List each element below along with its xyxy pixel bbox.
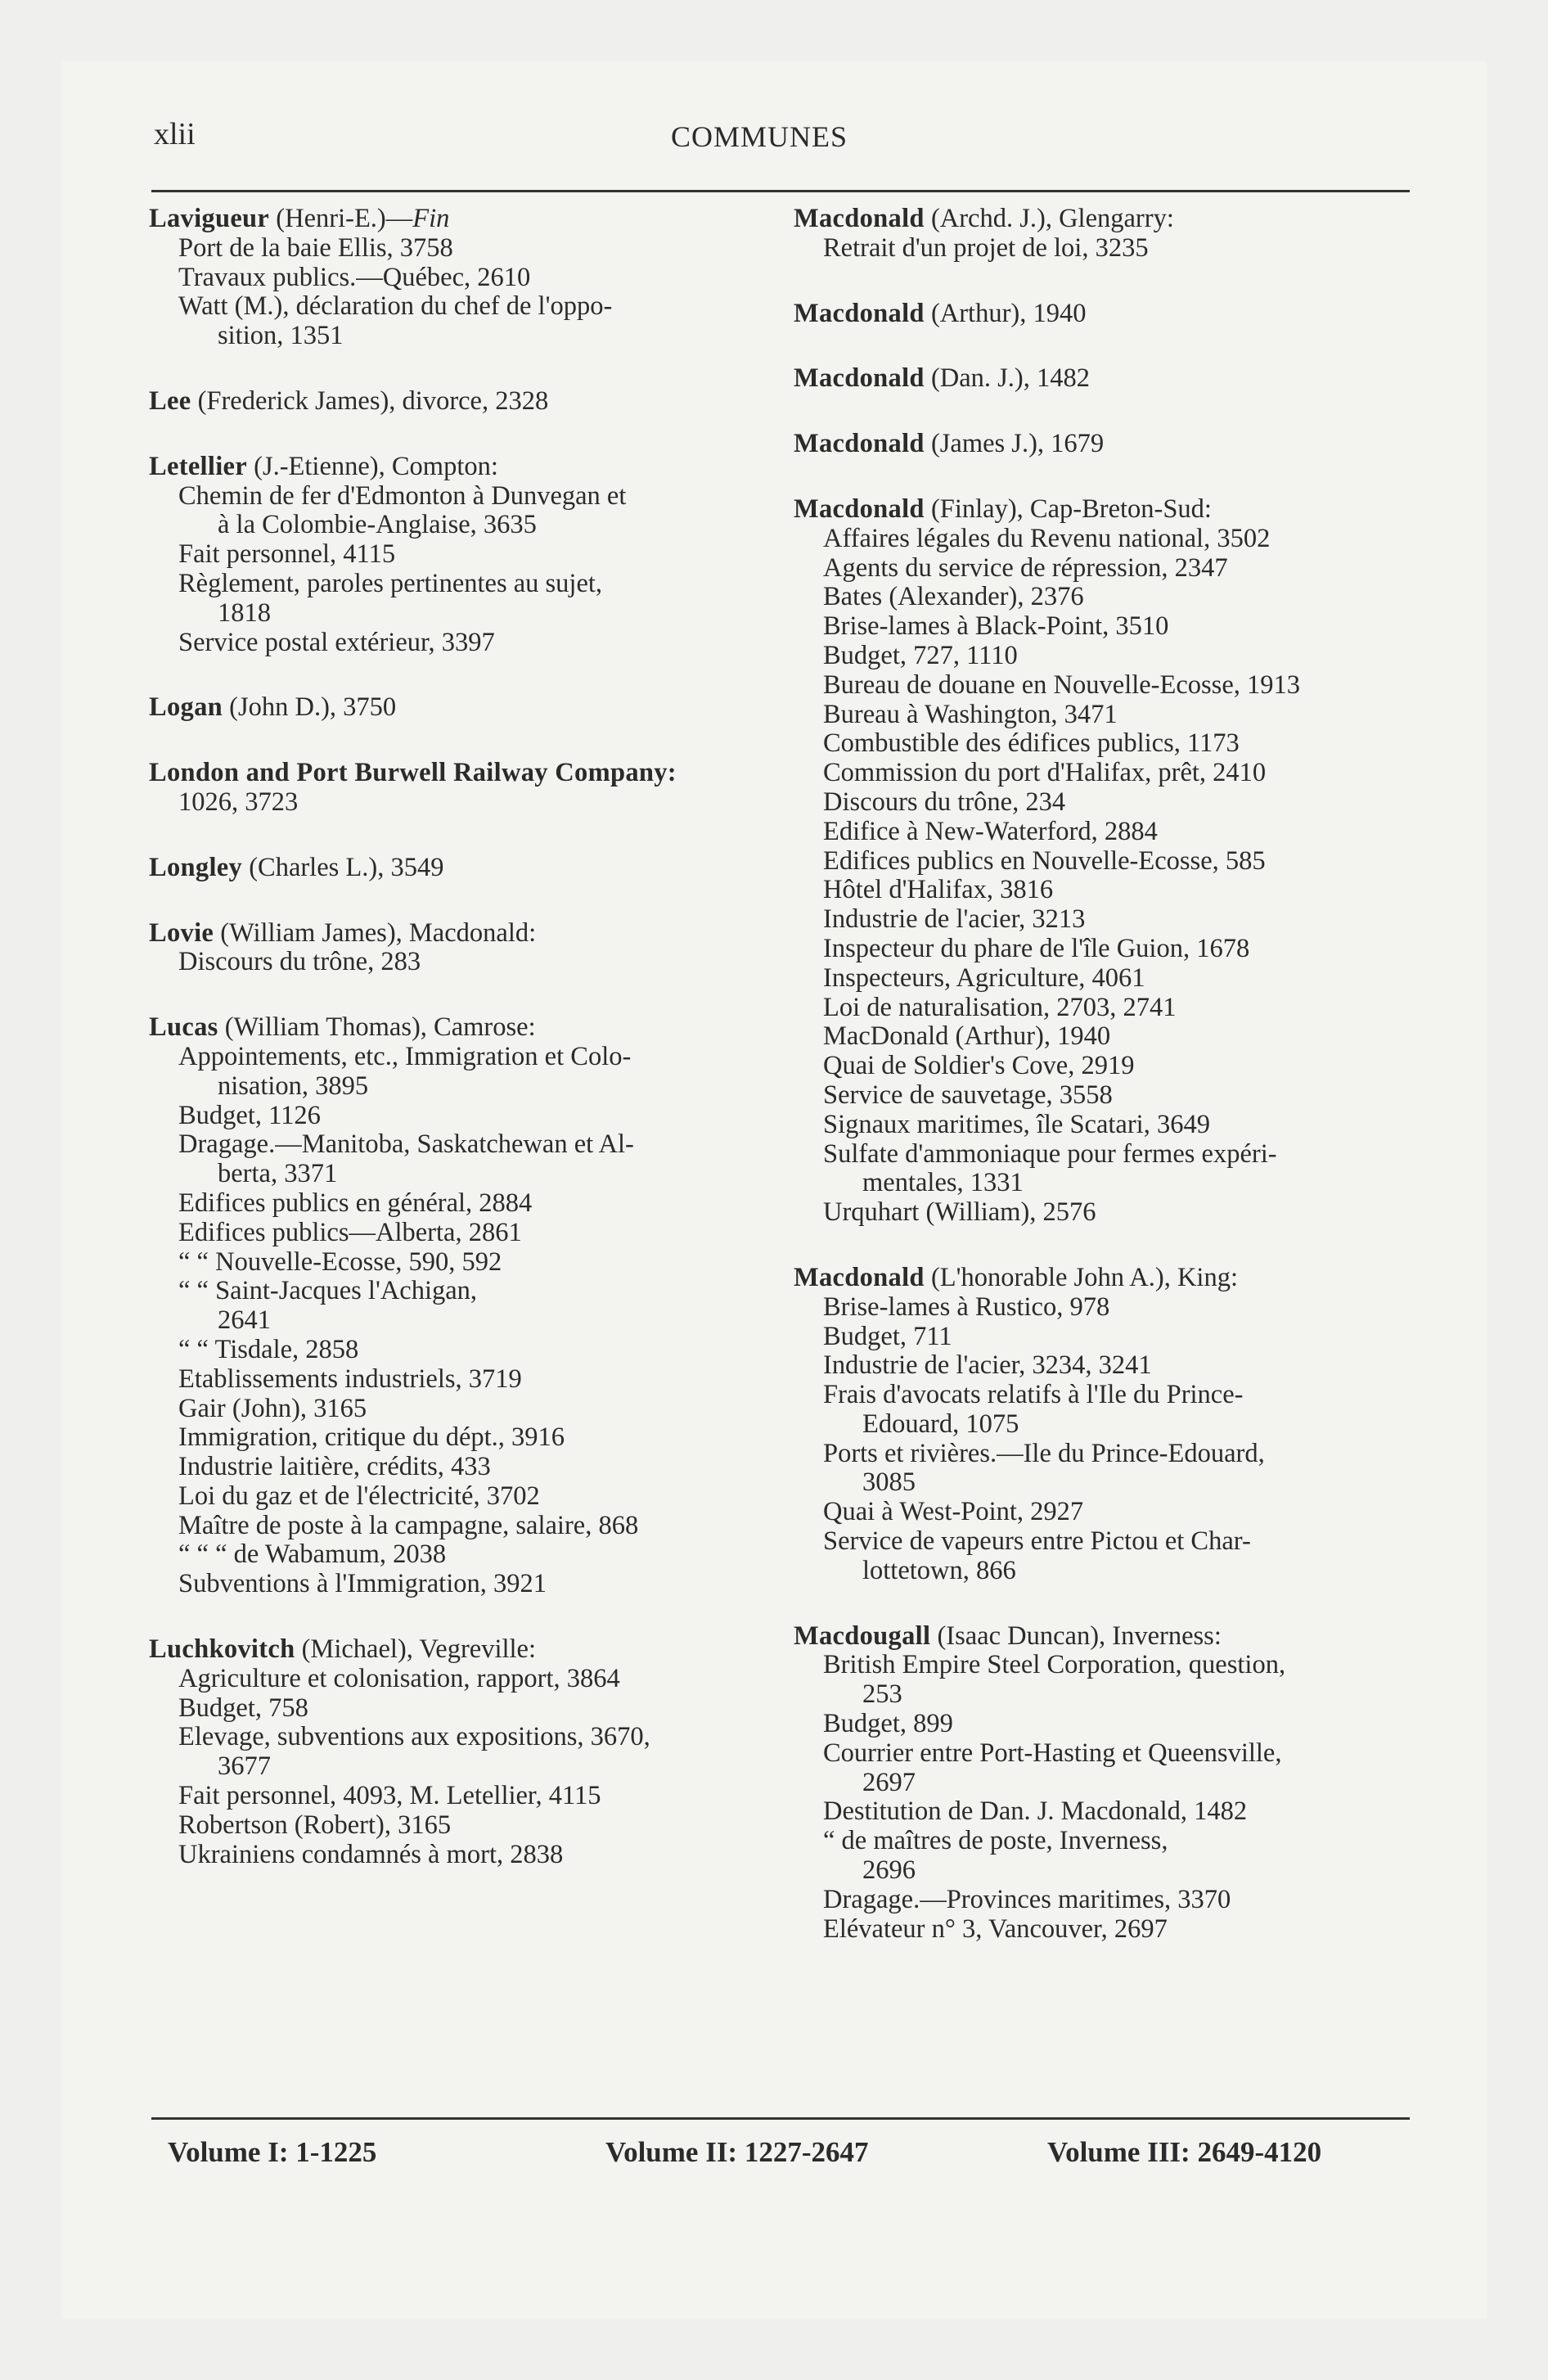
sub-entry — [149, 482, 758, 541]
sub-entry — [794, 847, 1411, 877]
sub-entry-text: Chemin de fer d'Edmonton à Dunvegan et — [178, 480, 627, 511]
sub-entry — [149, 1540, 758, 1570]
sub-entry-text: Commission du port d'Halifax, prêt, 2410 — [823, 758, 1267, 788]
sub-entry — [794, 1527, 1411, 1586]
sub-entry-text: Elévateur n° 3, Vancouver, 2697 — [823, 1913, 1168, 1944]
sub-entry — [149, 1043, 758, 1102]
sub-entry-text: Budget, 1126 — [178, 1100, 321, 1130]
sub-entry-text: Inspecteurs, Agriculture, 4061 — [823, 962, 1145, 993]
index-entry-heading — [149, 693, 758, 723]
index-entry-heading — [149, 387, 758, 417]
sub-entry — [149, 1336, 758, 1365]
sub-entry-continuation: 2697 — [862, 1767, 916, 1797]
index-entry-heading — [794, 1264, 1411, 1293]
sub-entry-continuation: sition, 1351 — [218, 321, 344, 351]
sub-entry-text: Elevage, subventions aux expositions, 3670, — [178, 1722, 650, 1752]
sub-entry-text: Service de sauvetage, 3558 — [823, 1080, 1113, 1110]
sub-entry — [794, 1111, 1411, 1140]
sub-entry — [149, 1694, 758, 1724]
sub-entry-text: Quai à West-Point, 2927 — [823, 1497, 1084, 1527]
sub-entry — [149, 1189, 758, 1219]
sub-entry — [794, 994, 1411, 1023]
sub-entry-text: Combustible des édifices publics, 1173 — [823, 728, 1240, 759]
sub-entry — [149, 1130, 758, 1189]
sub-entry-text: Retrait d'un projet de loi, 3235 — [823, 232, 1149, 263]
sub-entry — [794, 671, 1411, 701]
sub-entry-text: Destitution de Dan. J. Macdonald, 1482 — [823, 1796, 1248, 1827]
entry-description: (Dan. J.), 1482 — [930, 363, 1091, 394]
index-entry-heading — [794, 430, 1411, 459]
sub-entry-text: Appointements, etc., Immigration et Colo- — [178, 1041, 632, 1071]
sub-entry-continuation: nisation, 3895 — [218, 1071, 369, 1101]
sub-entry — [794, 701, 1411, 730]
sub-entry — [149, 1570, 758, 1599]
sub-entry-text: Industrie laitière, crédits, 433 — [178, 1452, 491, 1482]
sub-entry-text: Brise-lames à Rustico, 978 — [823, 1291, 1110, 1322]
sub-entry-text: 1026, 3723 — [178, 787, 299, 817]
sub-entry — [794, 1052, 1411, 1081]
sub-entry — [149, 1512, 758, 1541]
sub-entry — [149, 1782, 758, 1811]
sub-entry-text: Dragage.—Provinces maritimes, 3370 — [823, 1884, 1231, 1914]
volume-2-range: Volume II: 1227-2647 — [605, 2136, 869, 2168]
sub-entry-text: Urquhart (William), 2576 — [823, 1197, 1096, 1228]
sub-entry — [149, 570, 758, 629]
entry-name: Lee — [149, 385, 191, 416]
sub-entry-text: “ “ “ de Wabamum, 2038 — [178, 1539, 447, 1570]
sub-entry-text: Affaires légales du Revenu national, 3502 — [823, 523, 1271, 553]
running-header: COMMUNES — [671, 120, 848, 153]
index-entry-heading — [149, 453, 758, 482]
sub-entry — [794, 1198, 1411, 1228]
entry-name: Letellier — [149, 451, 247, 481]
sub-entry — [149, 1277, 758, 1336]
index-entry-heading — [794, 1622, 1411, 1652]
sub-entry-text: Hôtel d'Halifax, 3816 — [823, 875, 1054, 905]
sub-entry — [794, 1827, 1411, 1886]
sub-entry-text: Fait personnel, 4115 — [178, 539, 396, 570]
sub-entry — [794, 554, 1411, 584]
sub-entry — [794, 729, 1411, 759]
footer-rule — [151, 2117, 1410, 2120]
sub-entry — [794, 818, 1411, 847]
sub-entry-text: Edifices publics en général, 2884 — [178, 1188, 533, 1218]
entry-description: (Finlay), Cap-Breton-Sud: — [930, 494, 1212, 524]
index-entry-heading — [794, 300, 1411, 329]
sub-entry-text: Industrie de l'acier, 3234, 3241 — [823, 1350, 1152, 1381]
index-entry-heading — [794, 364, 1411, 394]
right-column — [794, 195, 1411, 1944]
sub-entry-text: Maître de poste à la campagne, salaire, 868 — [178, 1510, 639, 1540]
entry-name: Macdonald — [794, 298, 925, 328]
sub-entry — [149, 1102, 758, 1131]
sub-entry-text: Watt (M.), déclaration du chef de l'oppo- — [178, 291, 613, 322]
index-entry-heading — [149, 1635, 758, 1665]
sub-entry — [149, 1811, 758, 1841]
sub-entry-text: “ “ Nouvelle-Ecosse, 590, 592 — [178, 1246, 502, 1277]
sub-entry-continuation: 2696 — [862, 1855, 916, 1886]
left-column — [149, 195, 758, 1869]
entry-description: (Charles L.), 3549 — [249, 852, 444, 882]
sub-entry — [794, 1710, 1411, 1739]
sub-entry — [149, 948, 758, 977]
sub-entry-text: Inspecteur du phare de l'île Guion, 1678 — [823, 933, 1250, 963]
sub-entry-text: Edifice à New-Waterford, 2884 — [823, 816, 1158, 846]
index-entry-heading — [794, 205, 1411, 234]
entry-name: Lucas — [149, 1012, 218, 1043]
sub-entry-continuation: à la Colombie-Anglaise, 3635 — [218, 510, 537, 540]
sub-entry — [149, 1665, 758, 1694]
sub-entry-text: British Empire Steel Corporation, question, — [823, 1650, 1286, 1680]
sub-entry-text: Bureau de douane en Nouvelle-Ecosse, 1913 — [823, 669, 1301, 700]
sub-entry — [794, 1886, 1411, 1915]
sub-entry-text: Fait personnel, 4093, M. Letellier, 4115 — [178, 1781, 601, 1811]
sub-entry — [149, 788, 758, 818]
sub-entry — [794, 1797, 1411, 1827]
entry-name: Macdonald — [794, 204, 925, 233]
sub-entry-text: Gair (John), 3165 — [178, 1393, 367, 1423]
sub-entry — [794, 759, 1411, 788]
sub-entry — [794, 935, 1411, 964]
entry-description: (J.-Etienne), Compton: — [254, 451, 498, 481]
entry-name: Macdonald — [794, 494, 925, 524]
sub-entry-text: Port de la baie Ellis, 3758 — [178, 232, 453, 263]
sub-entry-continuation: mentales, 1331 — [862, 1168, 1024, 1198]
entry-name: Lavigueur — [149, 204, 270, 233]
sub-entry-continuation: 2641 — [218, 1305, 271, 1336]
sub-entry — [794, 788, 1411, 818]
sub-entry — [794, 1081, 1411, 1111]
sub-entry-text: Budget, 711 — [823, 1321, 952, 1351]
sub-entry-text: Loi du gaz et de l'électricité, 3702 — [178, 1481, 540, 1511]
sub-entry — [149, 629, 758, 658]
entry-name: Luchkovitch — [149, 1634, 295, 1665]
sub-entry — [794, 1323, 1411, 1352]
sub-entry-text: Industrie de l'acier, 3213 — [823, 904, 1086, 935]
sub-entry — [794, 1739, 1411, 1798]
entry-description: (Michael), Vegreville: — [301, 1634, 536, 1665]
sub-entry — [794, 1351, 1411, 1381]
entry-description: (Arthur), 1940 — [930, 298, 1087, 328]
sub-entry — [794, 1022, 1411, 1052]
sub-entry-text: Discours du trône, 234 — [823, 787, 1066, 817]
sub-entry — [149, 234, 758, 264]
sub-entry-text: Agriculture et colonisation, rapport, 3864 — [178, 1663, 620, 1693]
volume-1-range: Volume I: 1-1225 — [168, 2136, 377, 2168]
page-folio: xlii — [154, 117, 196, 151]
sub-entry — [794, 612, 1411, 642]
sub-entry — [794, 1293, 1411, 1323]
sub-entry — [794, 1915, 1411, 1945]
sub-entry-text: Bureau à Washington, 3471 — [823, 699, 1118, 729]
sub-entry-text: Budget, 758 — [178, 1693, 308, 1723]
sub-entry-text: Ports et rivières.—Ile du Prince-Edouard, — [823, 1438, 1265, 1468]
index-entry-heading — [149, 1013, 758, 1043]
index-entry-heading — [149, 759, 758, 788]
sub-entry-continuation: 1818 — [218, 597, 271, 628]
sub-entry — [794, 1651, 1411, 1710]
sub-entry — [149, 1423, 758, 1453]
sub-entry-text: Dragage.—Manitoba, Saskatchewan et Al- — [178, 1129, 634, 1160]
sub-entry-text: “ “ Saint-Jacques l'Achigan, — [178, 1276, 478, 1306]
sub-entry-text: “ de maîtres de poste, Inverness, — [823, 1826, 1168, 1856]
sub-entry-text: Service de vapeurs entre Pictou et Char- — [823, 1526, 1251, 1557]
sub-entry-text: Bates (Alexander), 2376 — [823, 582, 1084, 612]
sub-entry-text: Edifices publics—Alberta, 2861 — [178, 1217, 522, 1247]
entry-description: (Frederick James), divorce, 2328 — [197, 385, 549, 416]
sub-entry-text: Robertson (Robert), 3165 — [178, 1810, 452, 1840]
entry-description: (L'honorable John A.), King: — [930, 1262, 1238, 1292]
sub-entry-text: Discours du trône, 283 — [178, 947, 421, 977]
sub-entry-text: Règlement, paroles pertinentes au sujet, — [178, 568, 603, 598]
sub-entry-text: Budget, 899 — [823, 1709, 953, 1739]
sub-entry — [794, 964, 1411, 994]
sub-entry — [149, 1453, 758, 1482]
index-entry-heading — [149, 919, 758, 949]
sub-entry — [794, 1140, 1411, 1199]
entry-description: (Henri-E.)— — [276, 204, 413, 233]
sub-entry-continuation: berta, 3371 — [218, 1159, 338, 1189]
sub-entry — [794, 1498, 1411, 1527]
sub-entry-text: “ “ Tisdale, 2858 — [178, 1334, 359, 1364]
sub-entry-continuation: lottetown, 866 — [862, 1555, 1016, 1585]
sub-entry — [794, 642, 1411, 671]
sub-entry-text: Signaux maritimes, île Scatari, 3649 — [823, 1109, 1210, 1139]
entry-name: Lovie — [149, 917, 214, 948]
sub-entry-text: Brise-lames à Black-Point, 3510 — [823, 611, 1169, 642]
sub-entry — [149, 540, 758, 570]
sub-entry — [149, 1248, 758, 1278]
sub-entry-text: Sulfate d'ammoniaque pour fermes expéri- — [823, 1138, 1277, 1169]
sub-entry-text: Edifices publics en Nouvelle-Ecosse, 585 — [823, 845, 1266, 876]
volume-3-range: Volume III: 2649-4120 — [1047, 2136, 1322, 2168]
entry-name: London and Port Burwell Railway Company: — [149, 758, 677, 788]
sub-entry-text: Ukrainiens condamnés à mort, 2838 — [178, 1839, 564, 1869]
sub-entry-continuation: 3085 — [862, 1467, 916, 1498]
entry-name: Macdonald — [794, 429, 925, 459]
sub-entry-text: Courrier entre Port-Hasting et Queensville, — [823, 1738, 1282, 1768]
sub-entry-text: Etablissements industriels, 3719 — [178, 1364, 522, 1394]
index-entry-heading — [149, 854, 758, 883]
sub-entry — [149, 1482, 758, 1512]
sub-entry — [149, 292, 758, 351]
sub-entry — [149, 1219, 758, 1248]
sub-entry — [794, 583, 1411, 612]
index-entry-heading — [149, 205, 758, 234]
sub-entry — [794, 525, 1411, 554]
entry-description: (James J.), 1679 — [930, 429, 1105, 459]
sub-entry-text: Subventions à l'Immigration, 3921 — [178, 1569, 547, 1599]
sub-entry-continuation: 3677 — [218, 1751, 271, 1782]
sub-entry-text: Quai de Soldier's Cove, 2919 — [823, 1051, 1135, 1081]
sub-entry-text: Agents du service de répression, 2347 — [823, 552, 1228, 583]
sub-entry-text: Loi de naturalisation, 2703, 2741 — [823, 992, 1177, 1022]
entry-name: Macdougall — [794, 1620, 931, 1651]
sub-entry-text: Immigration, critique du dépt., 3916 — [178, 1422, 565, 1453]
entry-description: (Isaac Duncan), Inverness: — [937, 1620, 1222, 1651]
header-rule — [151, 190, 1410, 192]
sub-entry-text: Frais d'avocats relatifs à l'Ile du Prince- — [823, 1380, 1244, 1410]
sub-entry-text: MacDonald (Arthur), 1940 — [823, 1021, 1111, 1052]
sub-entry-text: Service postal extérieur, 3397 — [178, 627, 495, 657]
sub-entry — [149, 1365, 758, 1395]
entry-name: Macdonald — [794, 1262, 925, 1292]
sub-entry-continuation: 253 — [862, 1679, 902, 1710]
entry-description: (Archd. J.), Glengarry: — [930, 204, 1174, 233]
sub-entry — [149, 1841, 758, 1870]
sub-entry — [149, 1723, 758, 1782]
sub-entry — [794, 234, 1411, 264]
entry-description-italic: Fin — [412, 204, 450, 233]
entry-description: (John D.), 3750 — [229, 692, 397, 723]
entry-name: Logan — [149, 692, 223, 723]
entry-description: (William Thomas), Camrose: — [224, 1012, 536, 1043]
sub-entry — [149, 264, 758, 293]
sub-entry-continuation: Edouard, 1075 — [862, 1409, 1019, 1439]
sub-entry-text: Travaux publics.—Québec, 2610 — [178, 262, 531, 292]
sub-entry — [149, 1395, 758, 1424]
sub-entry — [794, 876, 1411, 905]
index-entry-heading — [794, 495, 1411, 525]
sub-entry — [794, 1381, 1411, 1440]
entry-description: (William James), Macdonald: — [220, 917, 537, 948]
sub-entry-text: Budget, 727, 1110 — [823, 640, 1018, 670]
sub-entry — [794, 1440, 1411, 1499]
entry-name: Macdonald — [794, 363, 925, 394]
entry-name: Longley — [149, 852, 243, 882]
sub-entry — [794, 905, 1411, 935]
